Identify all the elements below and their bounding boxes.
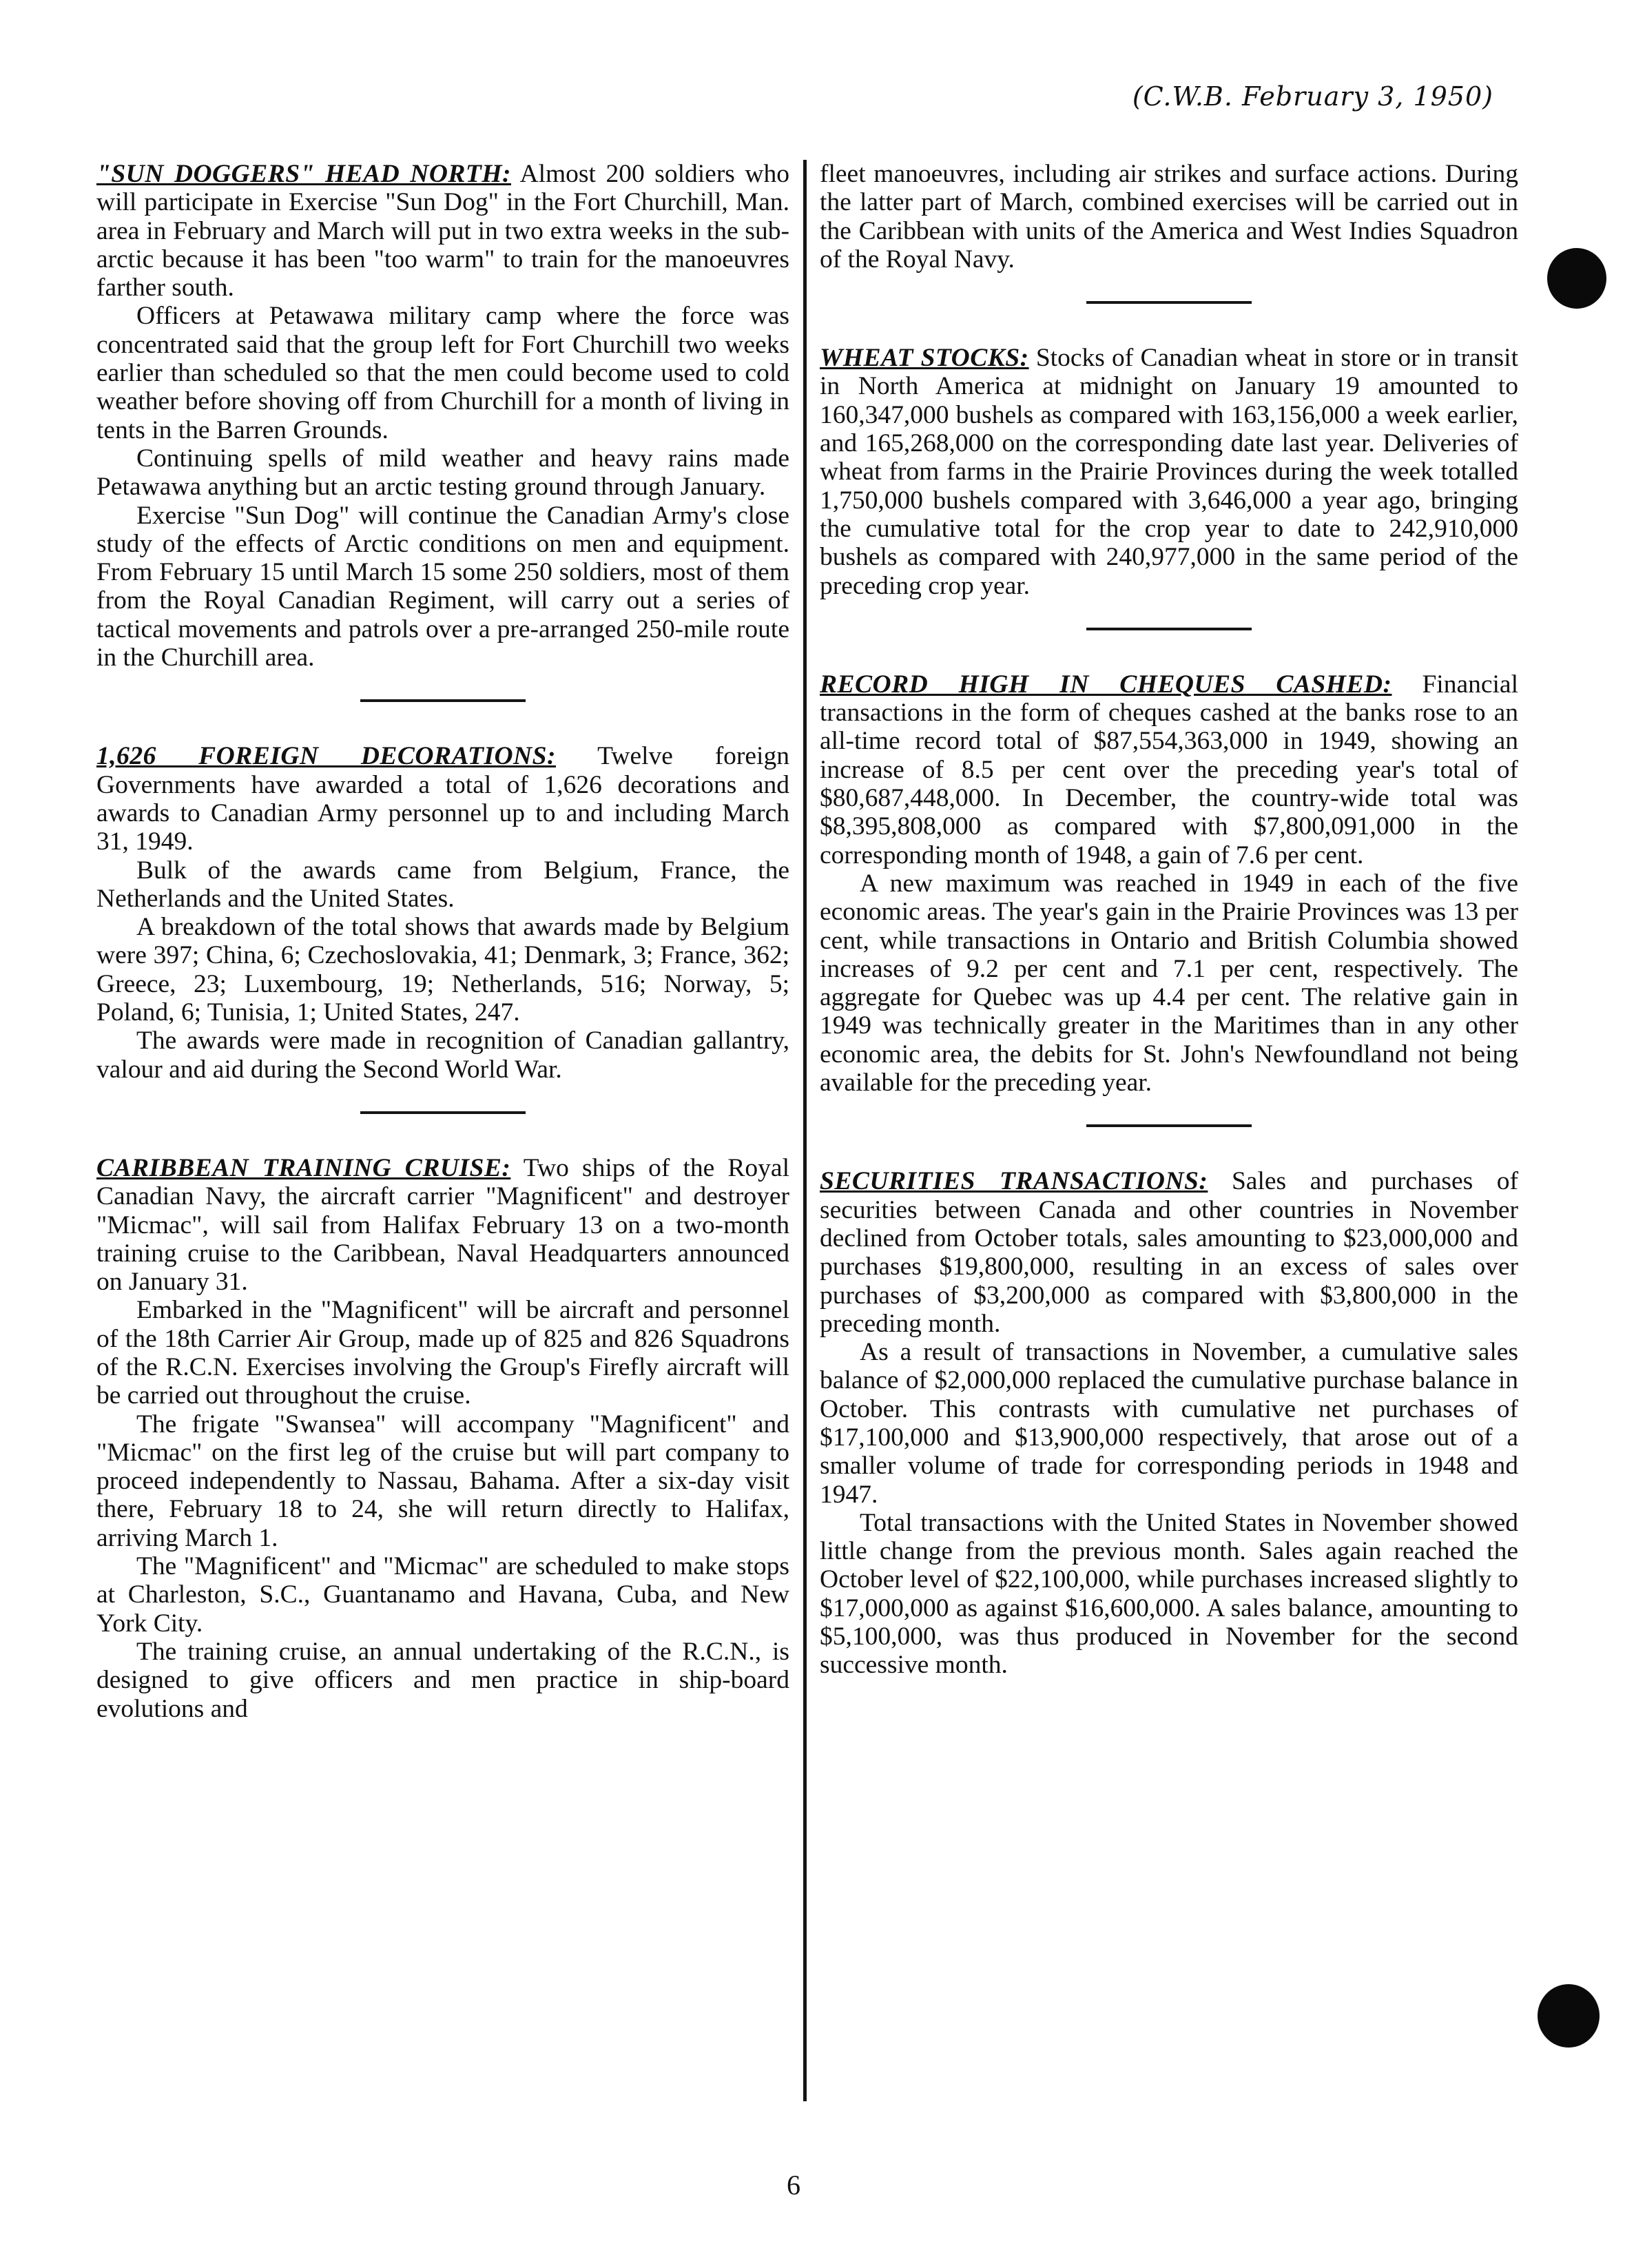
- paragraph-text: Almost 200 soldiers who will participate in Exercise "Sun Dog" in the Fort Churchill, Man. area in February and March will put in two extra weeks in the sub-arctic because it has been "too warm" to train for the manoeuvres farther south.: [96, 160, 790, 302]
- article-headline: SECURITIES TRANSACTIONS:: [820, 1167, 1208, 1196]
- article: [96, 160, 789, 672]
- section-separator: [1086, 1124, 1252, 1127]
- article-paragraph: [820, 1167, 1518, 1338]
- paragraph-text: As a result of transactions in November, a cumulative sales balance of $2,000,000 replaced the cumulative purchase balance in October. This contrasts with cumulative net purchases of $17,100,000 and $13,900,000 respectively, that arose out of a smaller volume of trade for corresponding periods in 1948 and 1947.: [820, 1338, 1518, 1509]
- paragraph-text: Two ships of the Royal Canadian Navy, the aircraft carrier "Magnificent" and destroyer "Micmac", will sail from Halifax February 13 on a two-month training cruise to the Caribbean, Naval Headquarters announced on January 31.: [96, 1153, 789, 1297]
- section-separator: [360, 1111, 526, 1114]
- article-headline: RECORD HIGH IN CHEQUES CASHED:: [820, 670, 1392, 699]
- article-paragraph: [820, 160, 1518, 274]
- section-separator: [1086, 301, 1252, 304]
- article-paragraph: [96, 913, 789, 1027]
- article-paragraph: [96, 1638, 789, 1723]
- paragraph-text: A breakdown of the total shows that awards made by Belgium were 397; China, 6; Czechoslovakia, 41; Denmark, 3; France, 362; Greece, 23; Luxembourg, 19; Netherlands, 516; Norway, 5; Poland, 6; Tunisia, 1; United States, 247.: [96, 913, 789, 1027]
- paragraph-text: Embarked in the "Magnificent" will be aircraft and personnel of the 18th Carrier Air Group, made up of 825 and 826 Squadrons of the R.C.N. Exercises involving the Group's Firefly aircraft will be carried out throughout the cruise.: [96, 1296, 789, 1410]
- article: [820, 160, 1518, 274]
- paragraph-text: Continuing spells of mild weather and heavy rains made Petawawa anything but an arctic testing ground through January.: [96, 444, 789, 502]
- article-paragraph: [96, 1296, 789, 1410]
- article: [820, 670, 1518, 1097]
- paragraph-text: Officers at Petawawa military camp where the force was concentrated said that the group left for Fort Churchill two weeks earlier than scheduled so that the men could become used to cold weather before shoving off from Churchill for a month of living in tents in the Barren Grounds.: [96, 302, 789, 444]
- paragraph-text: Twelve foreign Governments have awarded a total of 1,626 decorations and awards to Canadian Army personnel up to and including March 31, 1949.: [96, 742, 789, 856]
- paragraph-text: A new maximum was reached in 1949 in each of the five economic areas. The year's gain in the Prairie Provinces was 13 per cent, while transactions in Ontario and British Columbia showed increases of 9.2 per cent and 7.1 per cent, respectively. The aggregate for Quebec was up 4.4 per cent. The relative gain in 1949 was technically greater in the Maritimes than in any other economic area, the debits for St. John's Newfoundland not being available for the preceding year.: [820, 869, 1518, 1097]
- article-paragraph: [820, 344, 1518, 600]
- punch-hole-top: [1547, 248, 1606, 309]
- article-paragraph: [820, 869, 1518, 1097]
- paragraph-text: The "Magnificent" and "Micmac" are scheduled to make stops at Charleston, S.C., Guantanamo and Havana, Cuba, and New York City.: [96, 1552, 789, 1638]
- article-paragraph: [96, 160, 789, 302]
- page-number: 6: [787, 2169, 800, 2200]
- article-paragraph: [96, 742, 789, 856]
- article-paragraph: [820, 1509, 1518, 1680]
- article-headline: "SUN DOGGERS" HEAD NORTH:: [96, 160, 511, 188]
- article-paragraph: [96, 502, 789, 672]
- paragraph-text: Sales and purchases of securities between Canada and other countries in November declined from October totals, sales amounting to $23,000,000 and purchases $19,800,000, resulting in an excess of sales over purchases of $3,200,000 as compared with $3,800,000 in the preceding month.: [820, 1167, 1518, 1338]
- article-paragraph: [96, 444, 789, 502]
- paragraph-text: Total transactions with the United States in November showed little change from the previous month. Sales again reached the October level of $22,100,000, while purchases increased slightly to $17,000,000 as against $16,600,000. A sales balance, amounting to $5,100,000, was thus produced in November for the second successive month.: [820, 1508, 1518, 1680]
- paragraph-text: Bulk of the awards came from Belgium, France, the Netherlands and the United States.: [96, 856, 789, 913]
- right-column: [820, 160, 1518, 1680]
- article-paragraph: [820, 1338, 1518, 1509]
- article-paragraph: [96, 302, 789, 444]
- article-headline: WHEAT STOCKS:: [820, 344, 1029, 373]
- article: [96, 1154, 789, 1723]
- article-paragraph: [96, 856, 789, 914]
- article-headline: CARIBBEAN TRAINING CRUISE:: [96, 1153, 511, 1182]
- article: [820, 1167, 1518, 1679]
- article-paragraph: [820, 670, 1518, 869]
- paragraph-text: The frigate "Swansea" will accompany "Magnificent" and "Micmac" on the first leg of the cruise but will part company to proceed independently to Nassau, Bahama. After a six-day visit there, February 18 to 24, she will return directly to Halifax, arriving March 1.: [96, 1410, 789, 1552]
- issue-header: (C.W.B. February 3, 1950): [1132, 81, 1493, 112]
- article: [96, 742, 789, 1084]
- section-separator: [360, 699, 526, 702]
- article-paragraph: [96, 1154, 789, 1296]
- paragraph-text: The training cruise, an annual undertaking of the R.C.N., is designed to give officers and men practice in ship-board evolutions and: [96, 1637, 789, 1723]
- article: [820, 344, 1518, 600]
- paragraph-text: Stocks of Canadian wheat in store or in transit in North America at midnight on January 19 amounted to 160,347,000 bushels as compared with 163,156,000 a week earlier, and 165,268,000 on the corresponding date last year. Deliveries of wheat from farms in the Prairie Provinces during the week totalled 1,750,000 bushels compared with 3,646,000 a year ago, bringing the cumulative total for the crop year to date to 242,910,000 bushels as compared with 240,977,000 in the same period of the preceding crop year.: [820, 344, 1518, 600]
- left-column: [96, 160, 789, 1723]
- article-paragraph: [96, 1027, 789, 1084]
- article-paragraph: [96, 1410, 789, 1552]
- paragraph-text: Exercise "Sun Dog" will continue the Canadian Army's close study of the effects of Arctic conditions on men and equipment. From February 15 until March 15 some 250 soldiers, most of them from the Royal Canadian Regiment, will carry out a series of tactical movements and patrols over a pre-arranged 250-mile route in the Churchill area.: [96, 501, 789, 672]
- section-separator: [1086, 628, 1252, 630]
- article-paragraph: [96, 1552, 789, 1638]
- paragraph-text: Financial transactions in the form of cheques cashed at the banks rose to an all-time record total of $87,554,363,000 in 1949, showing an increase of 8.5 per cent over the preceding year's total of $80,687,448,000. In December, the country-wide total was $8,395,808,000 as compared with $7,800,091,000 in the corresponding month of 1948, a gain of 7.6 per cent.: [820, 670, 1518, 869]
- column-divider: [803, 160, 807, 2101]
- paragraph-text: The awards were made in recognition of Canadian gallantry, valour and aid during the Second World War.: [96, 1027, 789, 1084]
- punch-hole-bottom: [1538, 1984, 1600, 2048]
- article-headline: 1,626 FOREIGN DECORATIONS:: [96, 742, 556, 771]
- paragraph-text: fleet manoeuvres, including air strikes and surface actions. During the latter part of March, combined exercises will be carried out in the Caribbean with units of the America and West Indies Squadron of the Royal Navy.: [820, 160, 1518, 274]
